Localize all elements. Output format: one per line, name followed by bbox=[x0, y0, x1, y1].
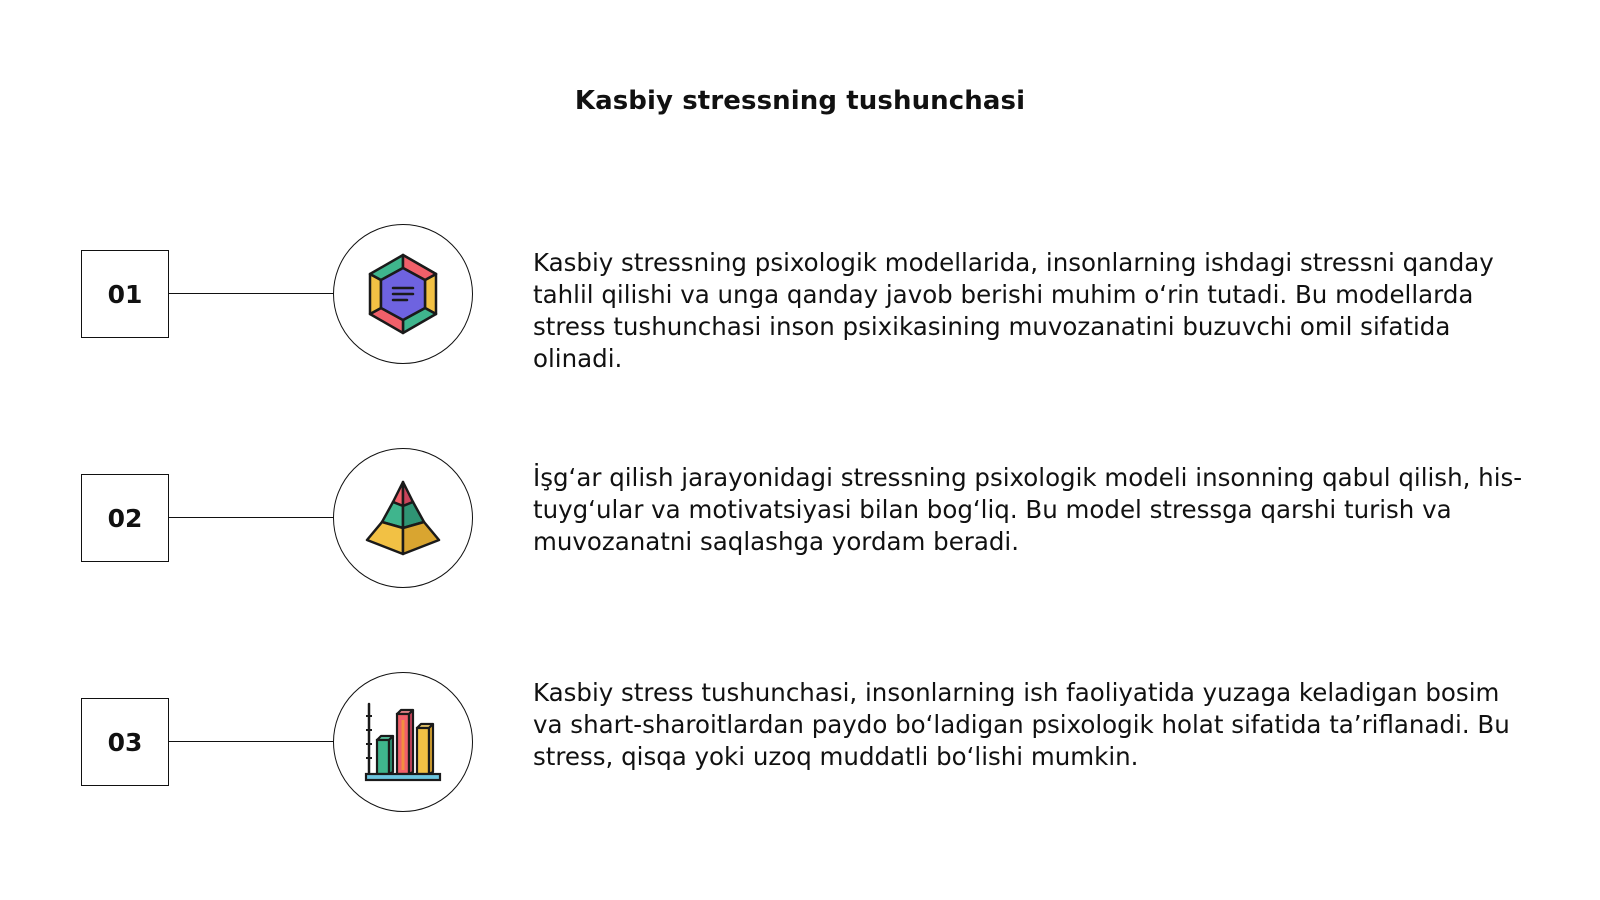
step-description: Kasbiy stress tushunchasi, insonlarning ish faoliyatida yuzaga keladigan bosim va shart-sharoitlardan paydo boʻladigan psixologik holat sifatida ta’riflanadi. Bu stress, qisqa yoki uzoq muddatli boʻlishi mumkin. bbox=[533, 678, 1510, 771]
step-01 bbox=[0, 224, 1600, 373]
connector-line bbox=[169, 741, 334, 742]
step-number: 03 bbox=[107, 727, 143, 757]
bar-chart-icon bbox=[361, 700, 445, 784]
step-description: İşgʻar qilish jarayonidagi stressning psixologik modeli insonning qabul qilish, his-tuygʻular va motivatsiyasi bilan bogʻliq. Bu model stressga qarshi turish va muvozanatni saqlashga yordam beradi. bbox=[533, 463, 1523, 556]
step-02 bbox=[0, 448, 1600, 588]
step-number-box bbox=[81, 250, 169, 338]
step-number: 01 bbox=[107, 279, 143, 309]
hexagon-document-icon bbox=[365, 252, 441, 336]
icon-circle bbox=[333, 448, 473, 588]
slide-title: Kasbiy stressning tushunchasi bbox=[574, 86, 1026, 116]
connector-line bbox=[169, 517, 334, 518]
pyramid-icon bbox=[363, 478, 443, 558]
icon-circle bbox=[333, 224, 473, 364]
icon-circle bbox=[333, 672, 473, 812]
step-description: Kasbiy stressning psixologik modellarida, insonlarning ishdagi stressni qanday tahlil qilishi va unga qanday javob berishi muhim oʻrin tutadi. Bu modellarda stress tushunchasi inson psixikasining muvozanatini buzuvchi omil sifatida olinadi. bbox=[533, 248, 1494, 373]
step-number: 02 bbox=[107, 503, 143, 533]
step-03 bbox=[0, 672, 1600, 812]
step-number-box bbox=[81, 474, 169, 562]
step-number-box bbox=[81, 698, 169, 786]
connector-line bbox=[169, 293, 334, 294]
